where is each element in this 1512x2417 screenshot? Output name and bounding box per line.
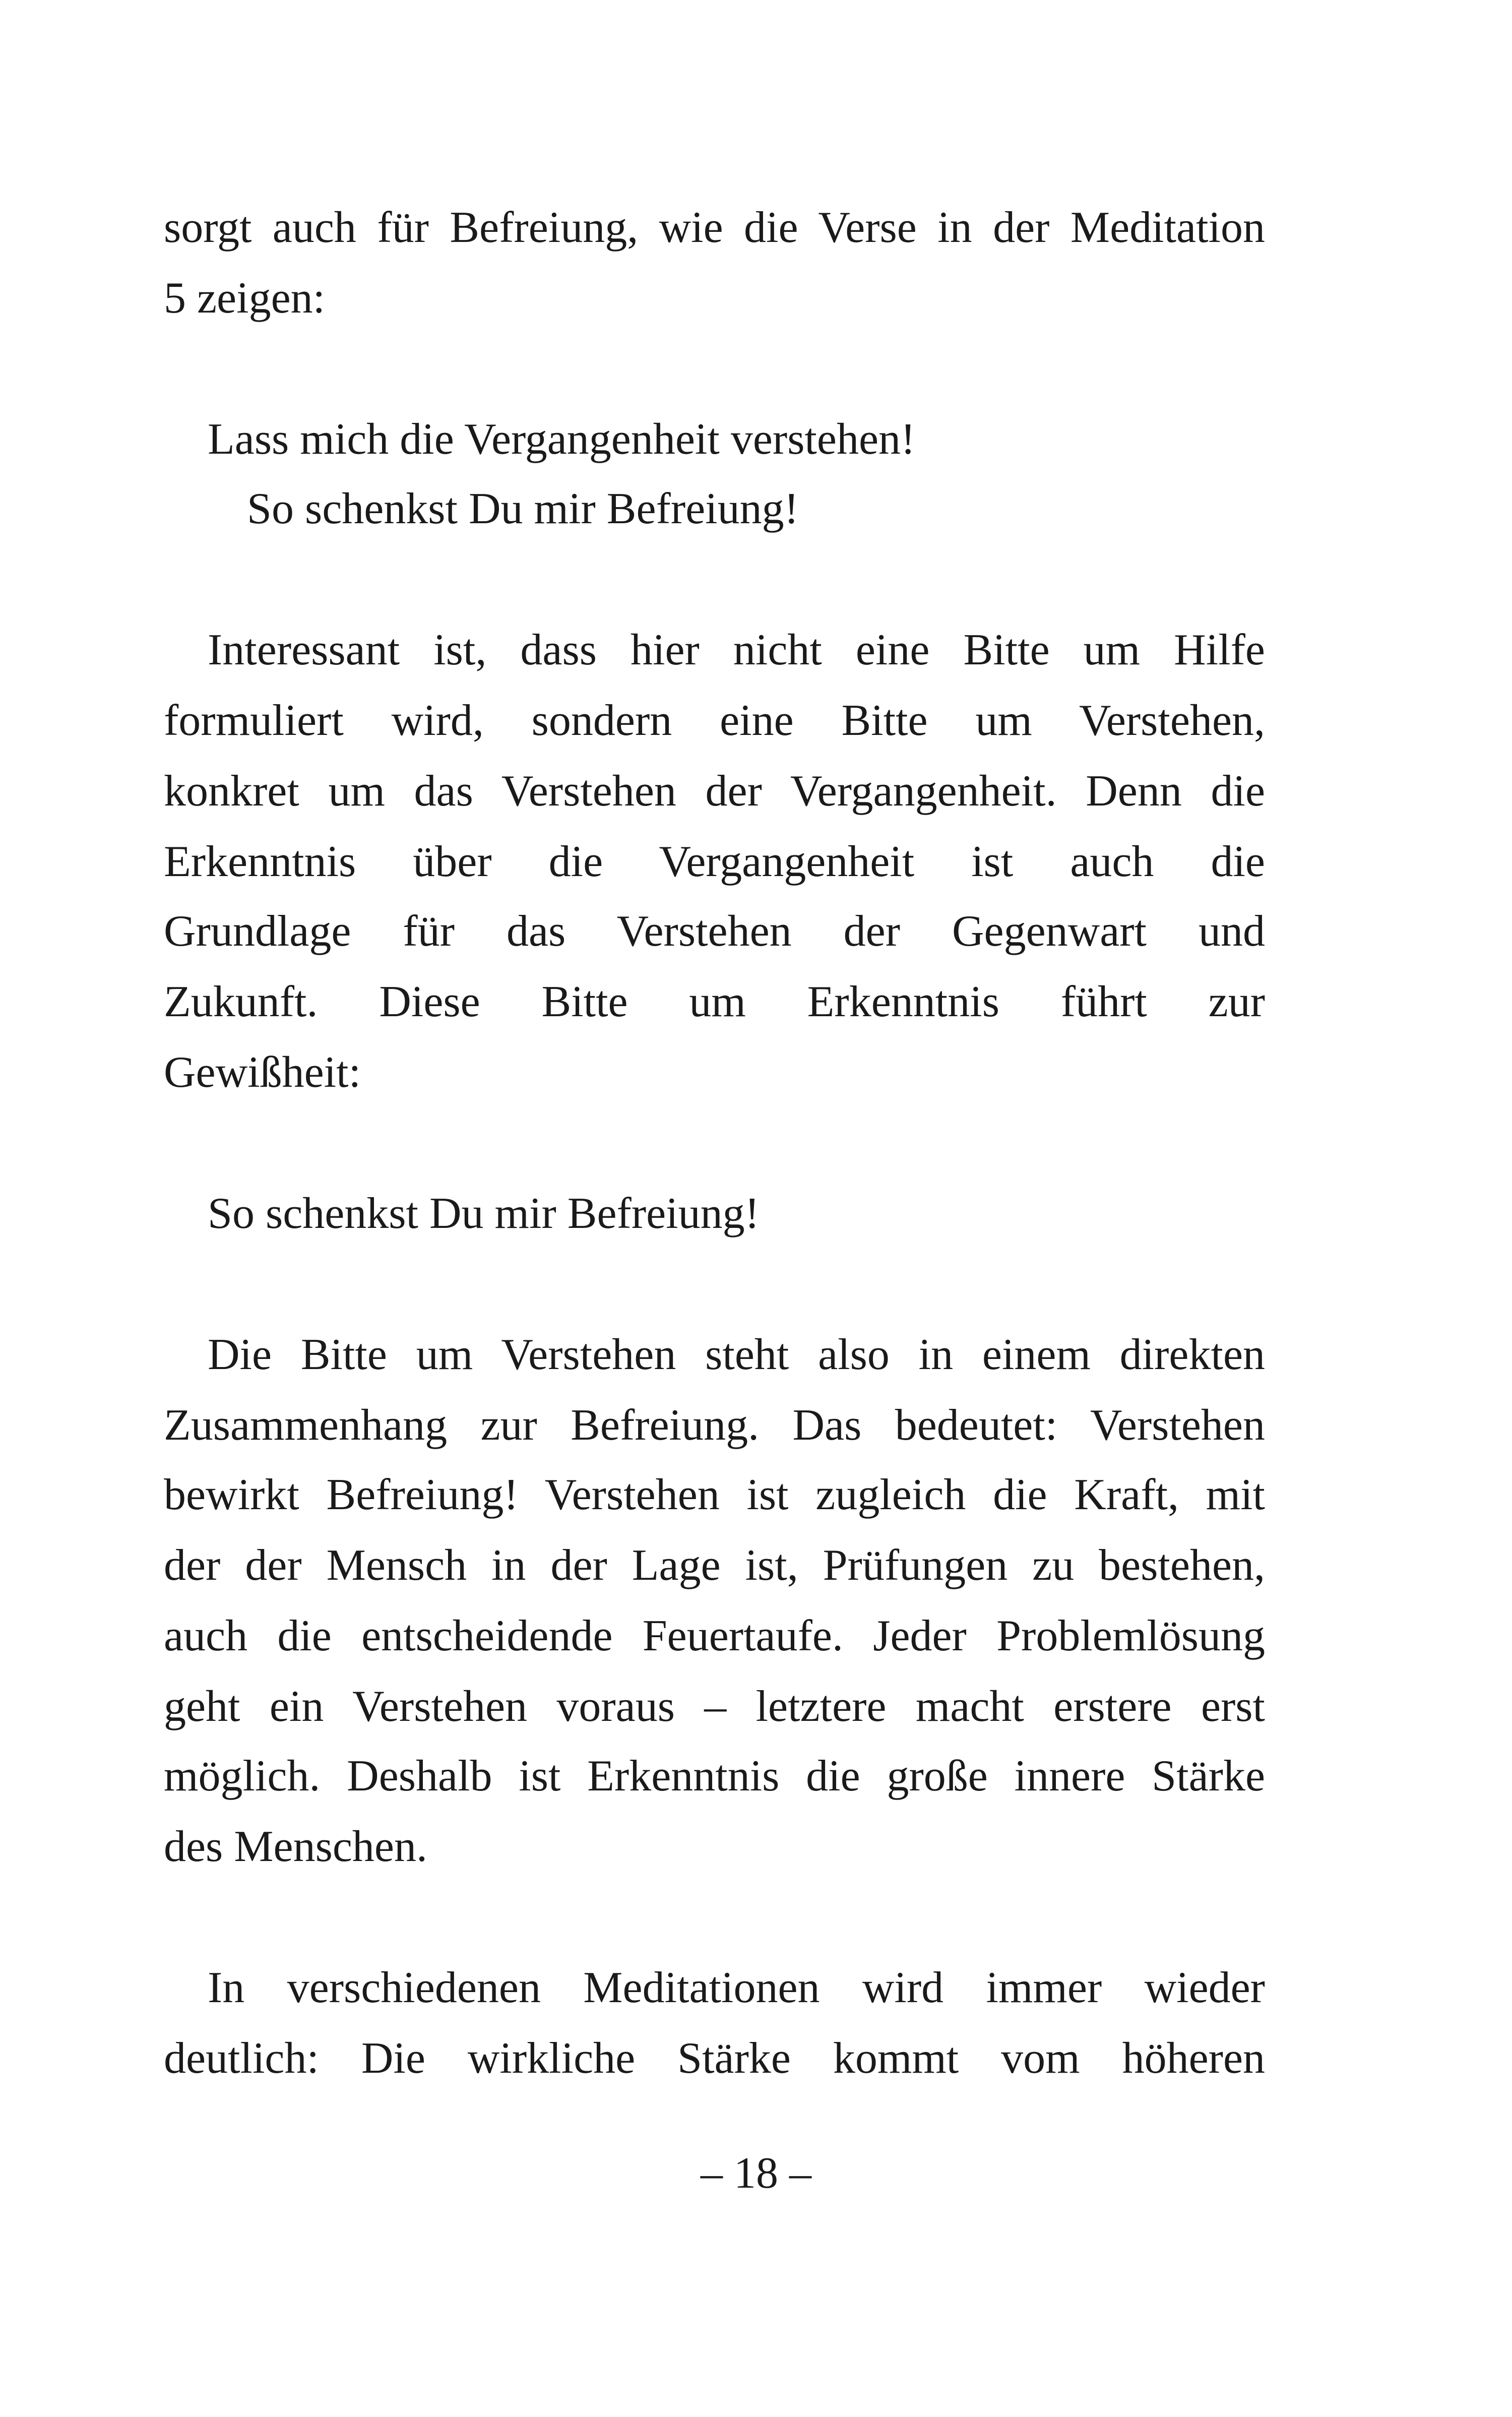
page-number: – 18 –	[701, 2149, 811, 2198]
body-text-line: deutlich: Die wirkliche Stärke kommt vom höheren	[164, 2034, 1265, 2083]
body-text-line: der der Mensch in der Lage ist, Prüfungen zu bestehen,	[164, 1541, 1265, 1590]
body-text-line: bewirkt Befreiung! Verstehen ist zugleich die Kraft, mit	[164, 1470, 1265, 1519]
body-text-line: Zusammenhang zur Befreiung. Das bedeutet: Verstehen	[164, 1401, 1265, 1450]
body-text-line: Grundlage für das Verstehen der Gegenwart und	[164, 907, 1265, 956]
verse-line: So schenkst Du mir Befreiung!	[208, 1189, 760, 1238]
body-text-line: Die Bitte um Verstehen steht also in einem direkten	[208, 1330, 1265, 1379]
body-text-line: möglich. Deshalb ist Erkenntnis die große innere Stärke	[164, 1752, 1265, 1801]
body-text-line: Interessant ist, dass hier nicht eine Bitte um Hilfe	[208, 626, 1265, 674]
body-text-line: 5 zeigen:	[164, 274, 326, 323]
body-text-line: konkret um das Verstehen der Vergangenheit. Denn die	[164, 767, 1265, 816]
body-text-line: geht ein Verstehen voraus – letztere macht erstere erst	[164, 1682, 1265, 1731]
body-text-line: auch die entscheidende Feuertaufe. Jeder Problemlösung	[164, 1612, 1265, 1660]
body-text-line: des Menschen.	[164, 1822, 427, 1871]
verse-line: So schenkst Du mir Befreiung!	[247, 484, 799, 533]
body-text-line: In verschiedenen Meditationen wird immer wieder	[208, 1963, 1265, 2012]
body-text-line: Zukunft. Diese Bitte um Erkenntnis führt zur	[164, 977, 1265, 1026]
body-text-line: sorgt auch für Befreiung, wie die Verse in der Meditation	[164, 203, 1265, 252]
body-text-line: Erkenntnis über die Vergangenheit ist auch die	[164, 837, 1265, 886]
verse-line: Lass mich die Vergangenheit verstehen!	[208, 415, 916, 464]
body-text-line: Gewißheit:	[164, 1048, 361, 1097]
body-text-line: formuliert wird, sondern eine Bitte um Verstehen,	[164, 696, 1265, 745]
